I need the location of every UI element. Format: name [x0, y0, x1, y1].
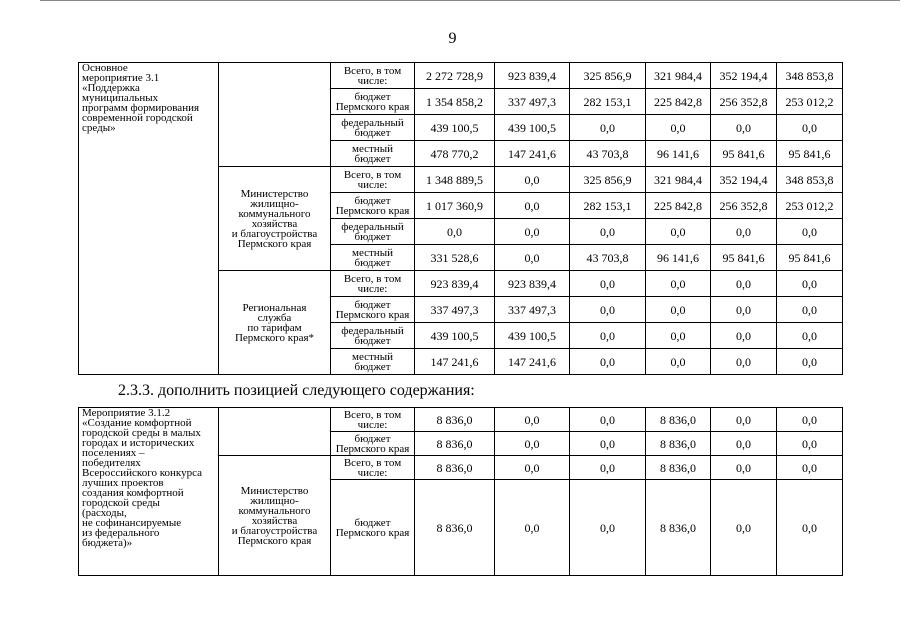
- amount-cell: 923 839,4: [495, 63, 570, 89]
- funding-source-cell: местный бюджет: [331, 245, 415, 271]
- funding-source-cell: бюджет Пермского края: [331, 193, 415, 219]
- section-heading: 2.3.3. дополнить позицией следующего содержания:: [118, 382, 475, 399]
- amount-cell: 1 354 858,2: [415, 89, 495, 115]
- amount-cell: 0,0: [495, 167, 570, 193]
- table-row: [79, 408, 843, 432]
- amount-cell: 0,0: [777, 219, 843, 245]
- amount-cell: 0,0: [570, 408, 646, 432]
- amount-cell: 0,0: [570, 115, 646, 141]
- amount-cell: 0,0: [570, 349, 646, 375]
- amount-cell: 0,0: [570, 323, 646, 349]
- funding-source-cell: Всего, в том числе:: [331, 408, 415, 432]
- amount-cell: 147 241,6: [415, 349, 495, 375]
- amount-cell: 0,0: [711, 480, 777, 576]
- amount-cell: 0,0: [777, 115, 843, 141]
- amount-cell: 0,0: [711, 297, 777, 323]
- amount-cell: 8 836,0: [415, 456, 495, 480]
- amount-cell: 337 497,3: [495, 297, 570, 323]
- amount-cell: 8 836,0: [646, 480, 711, 576]
- amount-cell: 43 703,8: [570, 141, 646, 167]
- funding-source-cell: местный бюджет: [331, 141, 415, 167]
- amount-cell: 0,0: [570, 271, 646, 297]
- amount-cell: 0,0: [777, 432, 843, 456]
- amount-cell: 321 984,4: [646, 167, 711, 193]
- program-name-cell: Основное мероприятие 3.1 «Поддержка муниципальных программ формирования современной городской среды»: [79, 63, 219, 375]
- amount-cell: 8 836,0: [646, 408, 711, 432]
- amount-cell: 478 770,2: [415, 141, 495, 167]
- amount-cell: 0,0: [495, 193, 570, 219]
- amount-cell: 43 703,8: [570, 245, 646, 271]
- amount-cell: 321 984,4: [646, 63, 711, 89]
- amount-cell: 0,0: [777, 456, 843, 480]
- amount-cell: 8 836,0: [415, 432, 495, 456]
- amount-cell: 0,0: [711, 115, 777, 141]
- amount-cell: 0,0: [711, 408, 777, 432]
- amount-cell: 923 839,4: [495, 271, 570, 297]
- program-name-cell: Мероприятие 3.1.2 «Создание комфортной городской среды в малых городах и исторических поселениях – победителях Всероссийского конкурса лучших проектов создания комфортной городской среды (расходы, не софинансируемые из федерального бюджета)»: [79, 408, 219, 576]
- amount-cell: 0,0: [570, 219, 646, 245]
- amount-cell: 0,0: [646, 271, 711, 297]
- amount-cell: 0,0: [646, 297, 711, 323]
- top-rule: [40, 0, 900, 1]
- amount-cell: 256 352,8: [711, 193, 777, 219]
- amount-cell: 95 841,6: [777, 245, 843, 271]
- amount-cell: 225 842,8: [646, 89, 711, 115]
- executor-cell: Министерство жилищно- коммунального хозяйства и благоустройства Пермского края: [219, 456, 331, 576]
- amount-cell: 0,0: [777, 271, 843, 297]
- amount-cell: 348 853,8: [777, 167, 843, 193]
- funding-source-cell: бюджет Пермского края: [331, 89, 415, 115]
- amount-cell: 337 497,3: [415, 297, 495, 323]
- executor-cell: [219, 63, 331, 167]
- amount-cell: 0,0: [495, 219, 570, 245]
- amount-cell: 352 194,4: [711, 63, 777, 89]
- amount-cell: 0,0: [646, 349, 711, 375]
- amount-cell: 0,0: [646, 323, 711, 349]
- funding-source-cell: федеральный бюджет: [331, 323, 415, 349]
- amount-cell: 325 856,9: [570, 63, 646, 89]
- table-row: [79, 63, 843, 89]
- amount-cell: 95 841,6: [711, 141, 777, 167]
- amount-cell: 0,0: [495, 480, 570, 576]
- amount-cell: 0,0: [777, 408, 843, 432]
- funding-source-cell: федеральный бюджет: [331, 219, 415, 245]
- amount-cell: 439 100,5: [415, 323, 495, 349]
- amount-cell: 0,0: [777, 349, 843, 375]
- amount-cell: 0,0: [570, 456, 646, 480]
- amount-cell: 352 194,4: [711, 167, 777, 193]
- amount-cell: 253 012,2: [777, 89, 843, 115]
- amount-cell: 0,0: [495, 432, 570, 456]
- amount-cell: 0,0: [570, 297, 646, 323]
- amount-cell: 96 141,6: [646, 245, 711, 271]
- amount-cell: 225 842,8: [646, 193, 711, 219]
- amount-cell: 0,0: [570, 480, 646, 576]
- amount-cell: 0,0: [570, 432, 646, 456]
- amount-cell: 348 853,8: [777, 63, 843, 89]
- funding-source-cell: местный бюджет: [331, 349, 415, 375]
- amount-cell: 337 497,3: [495, 89, 570, 115]
- amount-cell: 0,0: [711, 349, 777, 375]
- amount-cell: 0,0: [415, 219, 495, 245]
- funding-table-main: [78, 62, 843, 375]
- amount-cell: 0,0: [646, 219, 711, 245]
- funding-source-cell: Всего, в том числе:: [331, 456, 415, 480]
- funding-source-cell: бюджет Пермского края: [331, 432, 415, 456]
- amount-cell: 0,0: [711, 323, 777, 349]
- amount-cell: 439 100,5: [415, 115, 495, 141]
- funding-source-cell: Всего, в том числе:: [331, 271, 415, 297]
- amount-cell: 147 241,6: [495, 349, 570, 375]
- amount-cell: 0,0: [711, 219, 777, 245]
- amount-cell: 0,0: [711, 456, 777, 480]
- amount-cell: 923 839,4: [415, 271, 495, 297]
- amount-cell: 0,0: [495, 245, 570, 271]
- amount-cell: 0,0: [646, 115, 711, 141]
- amount-cell: 8 836,0: [646, 456, 711, 480]
- funding-source-cell: бюджет Пермского края: [331, 297, 415, 323]
- funding-source-cell: федеральный бюджет: [331, 115, 415, 141]
- amount-cell: 0,0: [711, 432, 777, 456]
- amount-cell: 1 348 889,5: [415, 167, 495, 193]
- amount-cell: 96 141,6: [646, 141, 711, 167]
- amount-cell: 0,0: [495, 408, 570, 432]
- funding-source-cell: Всего, в том числе:: [331, 167, 415, 193]
- amount-cell: 439 100,5: [495, 115, 570, 141]
- amount-cell: 256 352,8: [711, 89, 777, 115]
- amount-cell: 2 272 728,9: [415, 63, 495, 89]
- amount-cell: 95 841,6: [711, 245, 777, 271]
- executor-cell: Региональная служба по тарифам Пермского края*: [219, 271, 331, 375]
- page-number: 9: [448, 30, 457, 47]
- amount-cell: 0,0: [777, 480, 843, 576]
- amount-cell: 0,0: [777, 323, 843, 349]
- executor-cell: Министерство жилищно- коммунального хозяйства и благоустройства Пермского края: [219, 167, 331, 271]
- amount-cell: 95 841,6: [777, 141, 843, 167]
- amount-cell: 147 241,6: [495, 141, 570, 167]
- amount-cell: 8 836,0: [415, 480, 495, 576]
- amount-cell: 0,0: [711, 271, 777, 297]
- amount-cell: 0,0: [495, 456, 570, 480]
- amount-cell: 1 017 360,9: [415, 193, 495, 219]
- amount-cell: 439 100,5: [495, 323, 570, 349]
- amount-cell: 325 856,9: [570, 167, 646, 193]
- amount-cell: 0,0: [777, 297, 843, 323]
- amount-cell: 282 153,1: [570, 193, 646, 219]
- funding-table-addition: [78, 407, 843, 576]
- funding-source-cell: Всего, в том числе:: [331, 63, 415, 89]
- amount-cell: 331 528,6: [415, 245, 495, 271]
- amount-cell: 8 836,0: [415, 408, 495, 432]
- funding-source-cell: бюджет Пермского края: [331, 480, 415, 576]
- amount-cell: 253 012,2: [777, 193, 843, 219]
- amount-cell: 282 153,1: [570, 89, 646, 115]
- amount-cell: 8 836,0: [646, 432, 711, 456]
- executor-cell: [219, 408, 331, 456]
